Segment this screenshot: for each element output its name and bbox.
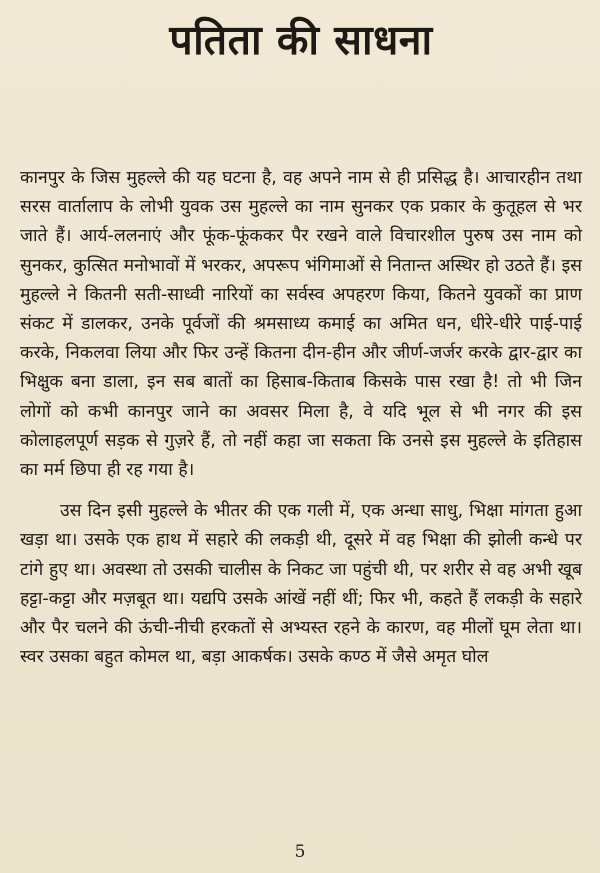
page-number: 5	[294, 842, 306, 862]
chapter-title: पतिता की साधना	[169, 16, 433, 64]
paragraph-1: कानपुर के जिस मुहल्ले की यह घटना है, वह अपने नाम से ही प्रसिद्ध है। आचारहीन तथा सरस वार्तालाप के लोभी युवक उस मुहल्ले का नाम सुनकर एक प्रकार के कुतूहल से भर जाते हैं। आर्य-ललनाएं और फूंक-फूंककर पैर रखने वाले विचारशील पुरुष उस नाम को सुनकर, कुत्सित मनोभावों में भरकर, अपरूप भंगिमाओं से नितान्त अस्थिर हो उठते हैं। इस मुहल्ले ने कितनी सती-साध्वी नारियों का सर्वस्व अपहरण किया, कितने युवकों का प्राण संकट में डालकर, उनके पूर्वजों की श्रमसाध्य कमाई का अमित धन, धीरे-धीरे पाई-पाई करके, निकलवा लिया और फिर उन्हें कितना दीन-हीन और जीर्ण-जर्जर करके द्वार-द्वार का भिक्षुक बना डाला, इन सब बातों का हिसाब-किताब किसके पास रखा है! तो भी जिन लोगों को कभी कानपुर जाने का अवसर मिला है, वे यदि भूल से भी नगर की इस कोलाहलपूर्ण सड़क से गुज़रे हैं, तो नहीं कहा जा सकता कि उनसे इस मुहल्ले के इतिहास का मर्म छिपा ही रह गया है।	[20, 168, 582, 481]
paragraph-2: उस दिन इसी मुहल्ले के भीतर की एक गली में, एक अन्धा साधु, भिक्षा मांगता हुआ खड़ा था। उसके एक हाथ में सहारे की लकड़ी थी, दूसरे में वह भिक्षा की झोली कन्धे पर टांगे हुए था। अवस्था तो उसकी चालीस के निकट जा पहुंची थी, पर शरीर से वह अभी खूब हट्टा-कट्टा और मज़बूत था। यद्यपि उसके आंखें नहीं थीं; फिर भी, कहते हैं लकड़ी के सहारे और पैर चलने की ऊंची-नीची हरकतों से अभ्यस्त रहने के कारण, वह मीलों घूम लेता था। स्वर उसका बहुत कोमल था, बड़ा आकर्षक। उसके कण्ठ में जैसे अमृत घोल	[20, 501, 582, 668]
